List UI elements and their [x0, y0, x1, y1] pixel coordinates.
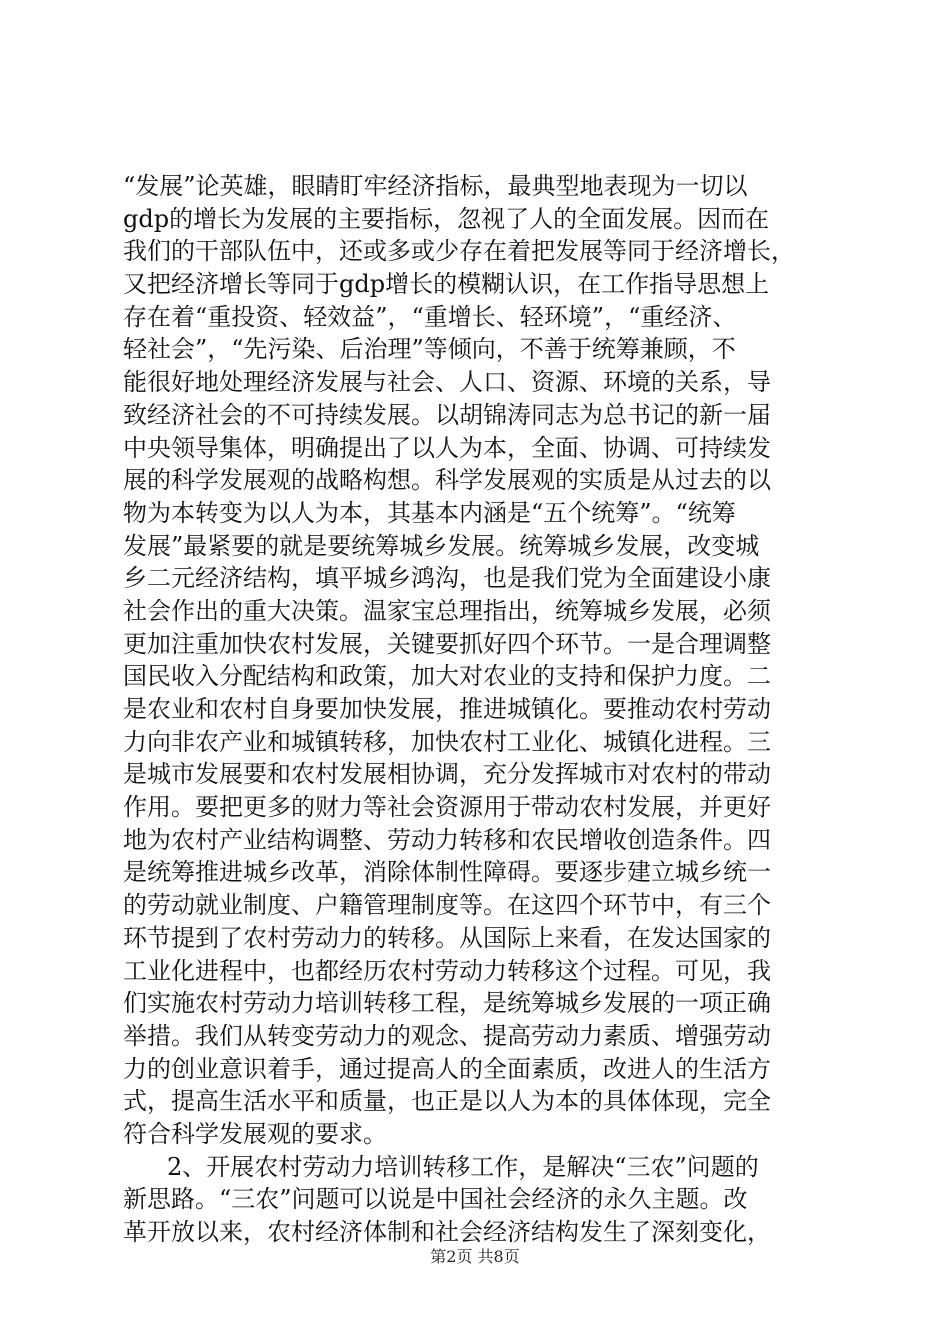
text-line: 式，提高生活水平和质量，也正是以人为本的具体体现，完全 — [123, 1087, 771, 1116]
text-line: 地为农村产业结构调整、劳动力转移和农民增收创造条件。四 — [123, 825, 771, 854]
text-line: 工业化进程中，也都经历农村劳动力转移这个过程。可见，我 — [123, 956, 771, 985]
text-line: 符合科学发展观的要求。 — [123, 1119, 387, 1148]
text-line: 是农业和农村自身要加快发展，推进城镇化。要推动农村劳动 — [123, 695, 771, 723]
text-line: 环节提到了农村劳动力的转移。从国际上来看，在发达国家的 — [123, 923, 771, 952]
paragraph-start-line: 2、开展农村劳动力培训转移工作，是解决“三农”问题的 — [167, 1152, 759, 1181]
text-line: 举措。我们从转变劳动力的观念、提高劳动力素质、增强劳动 — [123, 1021, 771, 1050]
text-line: 们实施农村劳动力培训转移工程，是统筹城乡发展的一项正确 — [123, 989, 771, 1018]
text-line: 乡二元经济结构，填平城乡鸿沟，也是我们党为全面建设小康 — [123, 564, 771, 593]
text-line: 国民收入分配结构和政策，加大对农业的支持和保护力度。二 — [123, 662, 771, 691]
text-line: 新思路。“三农”问题可以说是中国社会经济的永久主题。改 — [123, 1185, 748, 1214]
text-line: 又把经济增长等同于gdp增长的模糊认识，在工作指导思想上 — [123, 270, 770, 299]
document-body — [123, 170, 843, 1249]
text-line: 我们的干部队伍中，还或多或少存在着把发展等同于经济增长， — [123, 237, 795, 266]
text-line: 存在着“重投资、轻效益”，“重增长、轻环境”，“重经济、 — [123, 302, 737, 331]
text-line: 中央领导集体，明确提出了以人为本，全面、协调、可持续发 — [123, 433, 771, 462]
text-line: 作用。要把更多的财力等社会资源用于带动农村发展，并更好 — [123, 793, 771, 822]
text-line: 社会作出的重大决策。温家宝总理指出，统筹城乡发展，必须 — [123, 596, 771, 625]
text-line: “发展”论英雄，眼睛盯牢经济指标，最典型地表现为一切以 — [123, 172, 748, 200]
page-number-footer: 第2页 共8页 — [430, 1247, 520, 1266]
text-line: 致经济社会的不可持续发展。以胡锦涛同志为总书记的新一届 — [123, 400, 771, 429]
text-line: 更加注重加快农村发展，关键要抓好四个环节。一是合理调整 — [123, 629, 771, 658]
text-line: 是统筹推进城乡改革，消除体制性障碍。要逐步建立城乡统一 — [123, 858, 771, 887]
text-line: 轻社会”，“先污染、后治理”等倾向，不善于统筹兼顾，不 — [123, 335, 736, 364]
text-line: 革开放以来，农村经济体制和社会经济结构发生了深刻变化， — [123, 1218, 771, 1246]
text-line: 物为本转变为以人为本，其基本内涵是“五个统筹”。“统筹 — [123, 498, 736, 527]
text-line: 展的科学发展观的战略构想。科学发展观的实质是从过去的以 — [123, 466, 771, 495]
text-line: 能很好地处理经济发展与社会、人口、资源、环境的关系，导 — [123, 368, 771, 397]
text-line: 力的创业意识着手，通过提高人的全面素质，改进人的生活方 — [123, 1054, 771, 1083]
text-line: gdp的增长为发展的主要指标，忽视了人的全面发展。因而在 — [123, 204, 770, 233]
text-line: 的劳动就业制度、户籍管理制度等。在这四个环节中，有三个 — [123, 891, 771, 920]
text-line: 发展”最紧要的就是要统筹城乡发展。统筹城乡发展，改变城 — [123, 531, 760, 560]
text-line: 是城市发展要和农村发展相协调，充分发挥城市对农村的带动 — [123, 760, 771, 789]
text-line: 力向非农产业和城镇转移，加快农村工业化、城镇化进程。三 — [123, 727, 771, 756]
